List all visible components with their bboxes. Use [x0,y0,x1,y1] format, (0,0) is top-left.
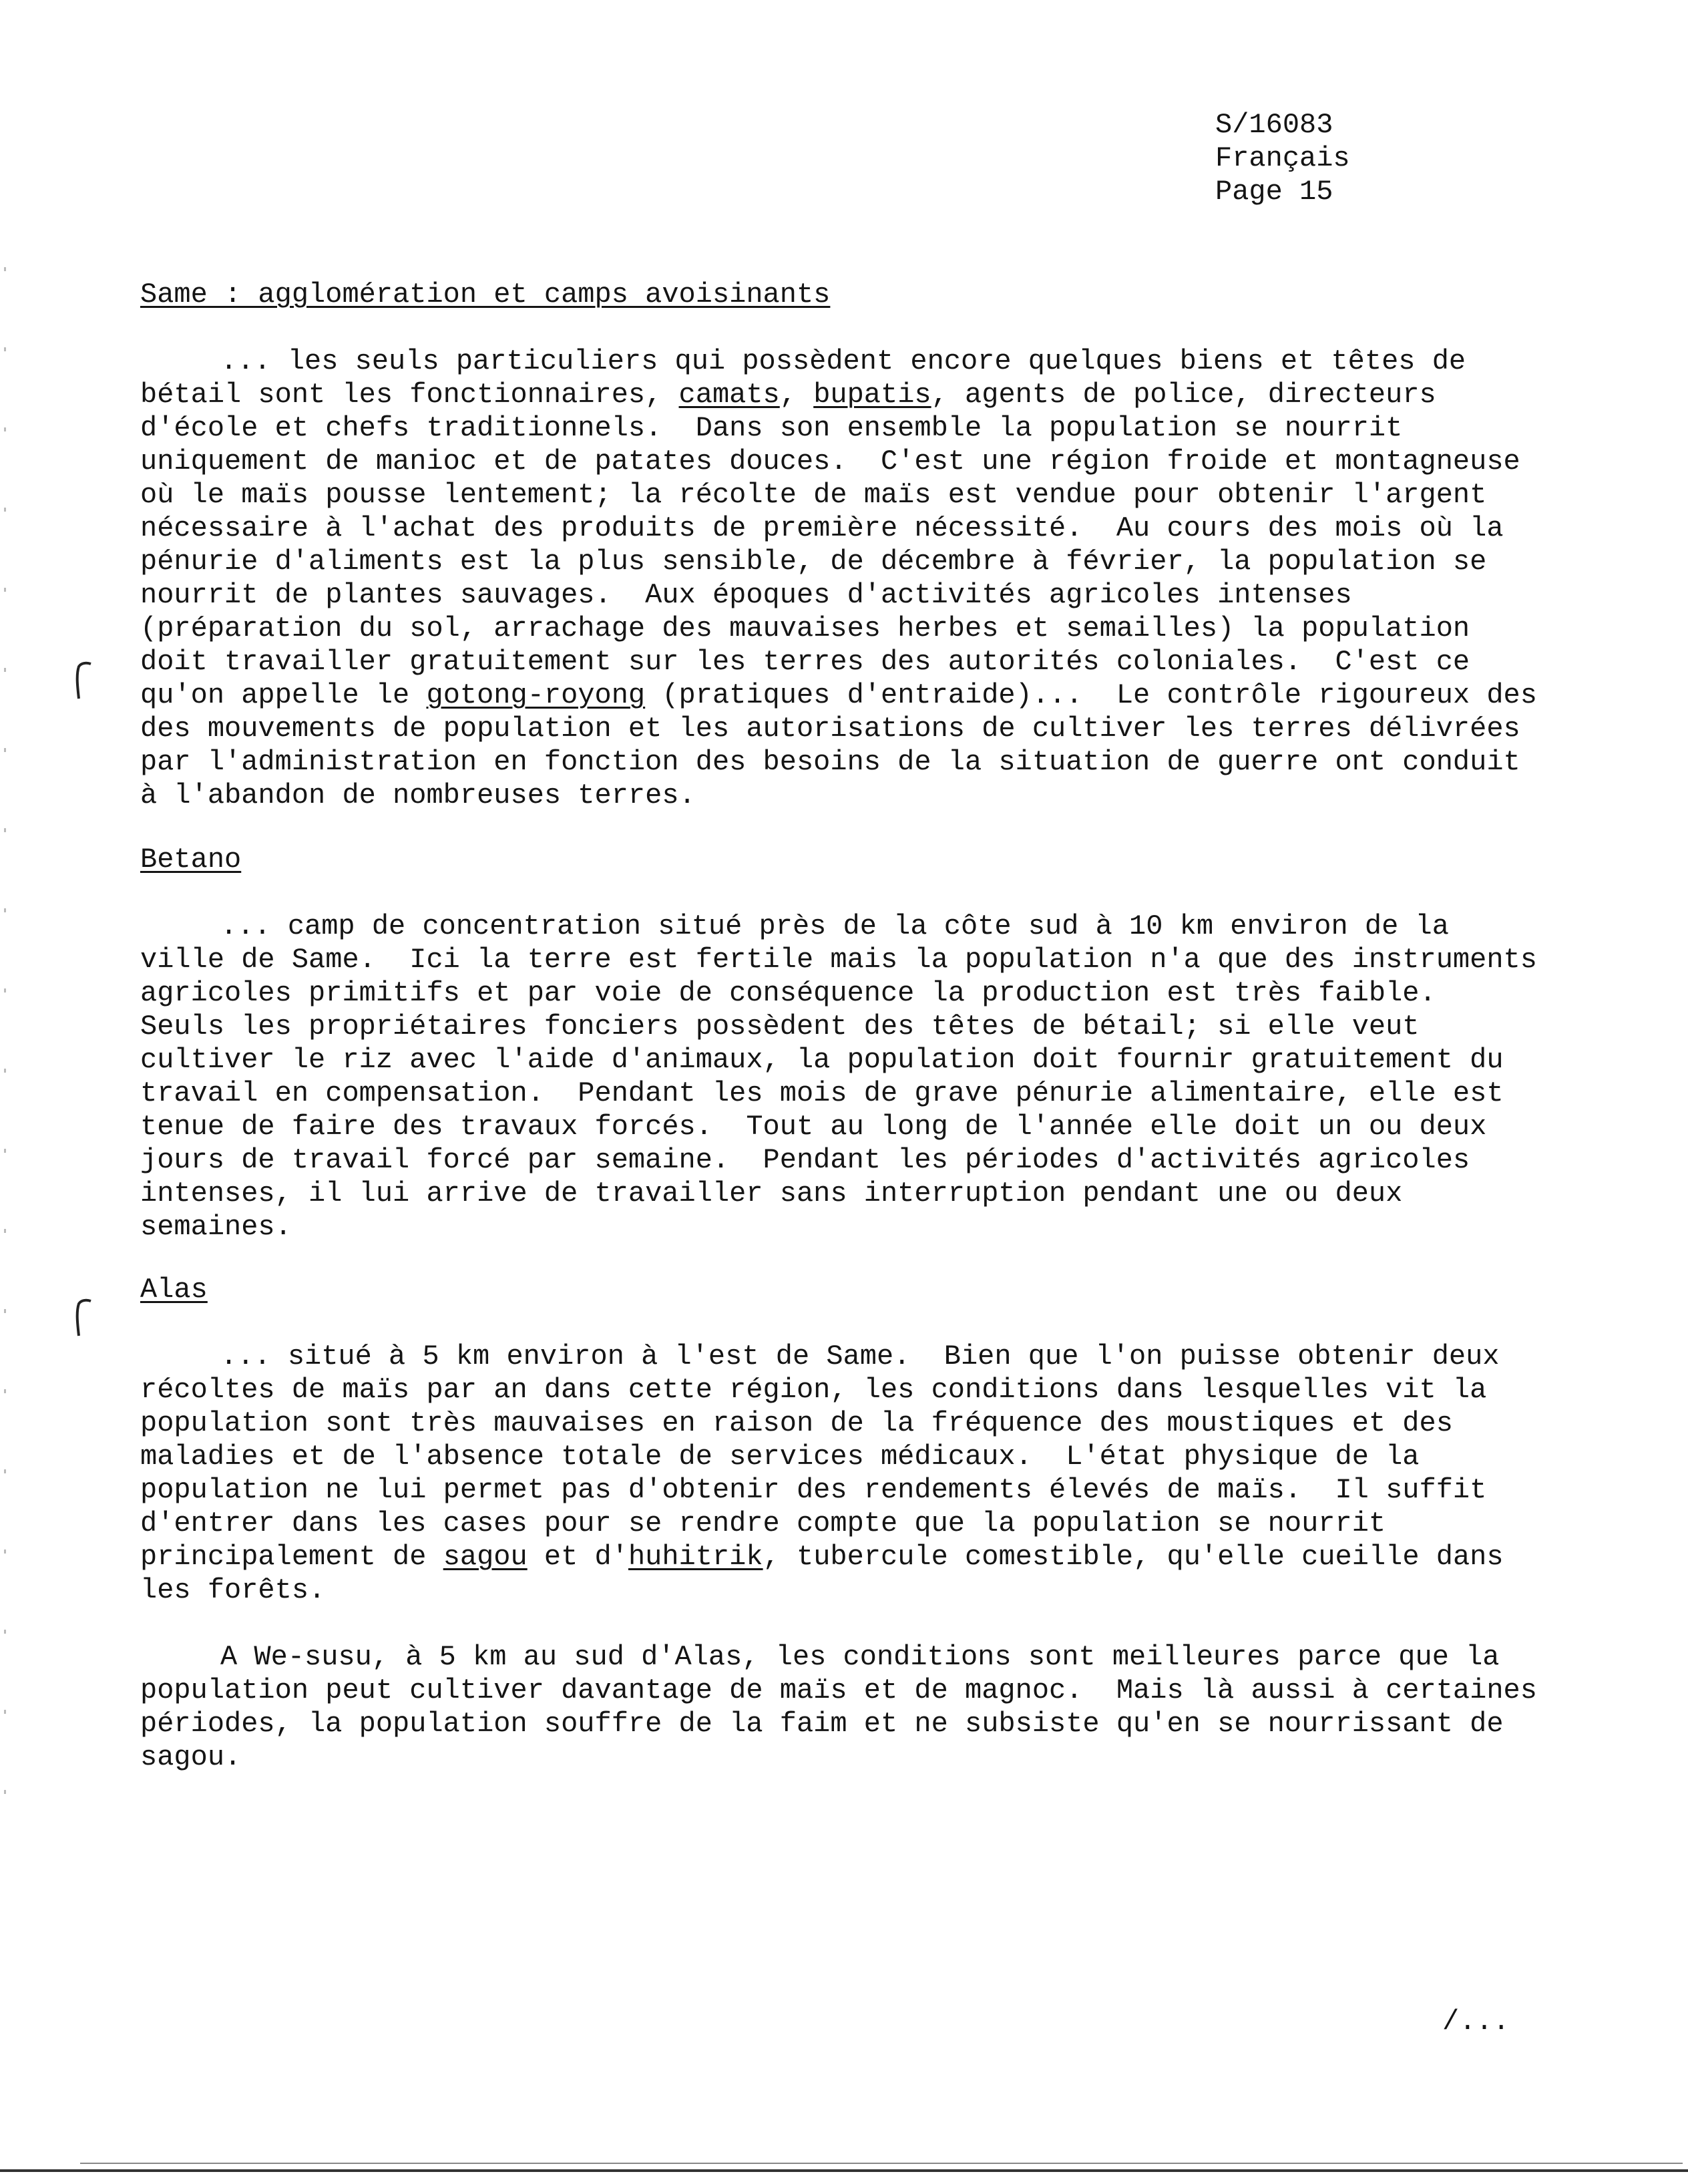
section-heading-alas: Alas [140,1274,208,1306]
text-line: où le maïs pousse lentement; la récolte de maïs est vendue pour obtenir l'argent [140,479,1487,511]
margin-revision-mark [65,660,92,706]
text-line: population ne lui permet pas d'obtenir des rendements élevés de maïs. Il suffit [140,1474,1487,1506]
section-heading-betano: Betano [140,844,242,876]
text-line: population peut cultiver davantage de maïs et de magnoc. Mais là aussi à certaines [140,1674,1537,1706]
document-reference [1215,108,1350,208]
text-line: jours de travail forcé par semaine. Pendant les périodes d'activités agricoles [140,1144,1470,1176]
text-line: pénurie d'aliments est la plus sensible, de décembre à février, la population se [140,546,1487,578]
text-line: agricoles primitifs et par voie de conséquence la production est très faible. [140,977,1436,1009]
bottom-rule [0,2169,1688,2172]
text-line: périodes, la population souffre de la faim et ne subsiste qu'en se nourrissant de [140,1708,1504,1740]
text-line: Seuls les propriétaires fonciers possèdent des têtes de bétail; si elle veut [140,1011,1420,1043]
term-bupatis: bupatis [813,379,931,411]
section-heading-same: Same : agglomération et camps avoisinants [140,279,831,311]
text-line: nourrit de plantes sauvages. Aux époques d'activités agricoles intenses [140,579,1352,611]
text-line: sagou. [140,1741,242,1773]
text-line: qu'on appelle le gotong-royong (pratiques d'entraide)... Le contrôle rigoureux des [140,679,1537,711]
revision-mark-icon [65,660,92,700]
text-line: semaines. [140,1211,292,1243]
text-line: à l'abandon de nombreuses terres. [140,779,696,811]
text-line: les forêts. [140,1574,326,1606]
text-line: ... situé à 5 km environ à l'est de Same. Bien que l'on puisse obtenir deux [220,1340,1500,1373]
text-line: maladies et de l'absence totale de services médicaux. L'état physique de la [140,1441,1420,1473]
text-line: A We-susu, à 5 km au sud d'Alas, les conditions sont meilleures parce que la [220,1641,1500,1673]
scan-edge-marks [4,267,6,1870]
text-line: d'entrer dans les cases pour se rendre compte que la population se nourrit [140,1507,1386,1539]
paragraph-alas [140,1340,1529,1607]
text-line: ville de Same. Ici la terre est fertile mais la population n'a que des instruments [140,944,1537,976]
term-camats: camats [678,379,780,411]
text-line: nécessaire à l'achat des produits de première nécessité. Au cours des mois où la [140,512,1504,544]
text-line: intenses, il lui arrive de travailler sans interruption pendant une ou deux [140,1177,1403,1210]
page-number: Page 15 [1215,176,1333,208]
text-line: d'école et chefs traditionnels. Dans son ensemble la population se nourrit [140,412,1403,444]
text-line: des mouvements de population et les autorisations de cultiver les terres délivrées [140,713,1520,745]
text-line: doit travailler gratuitement sur les terres des autorités coloniales. C'est ce [140,646,1470,678]
text-line: ... camp de concentration situé près de la côte sud à 10 km environ de la [220,910,1449,942]
revision-mark-icon [65,1297,92,1337]
text-line: population sont très mauvaises en raison de la fréquence des moustiques et des [140,1407,1453,1439]
term-huhitrik: huhitrik [628,1541,763,1573]
text-line: (préparation du sol, arrachage des mauvaises herbes et semailles) la population [140,612,1470,645]
doc-language: Français [1215,142,1350,174]
text-line: par l'administration en fonction des besoins de la situation de guerre ont conduit [140,746,1520,778]
text-line: tenue de faire des travaux forcés. Tout au long de l'année elle doit un ou deux [140,1111,1487,1143]
text-line: récoltes de maïs par an dans cette région, les conditions dans lesquelles vit la [140,1374,1487,1406]
continuation-marker: /... [1442,2006,1510,2038]
term-gotong-royong: gotong-royong [426,679,646,711]
text-line: ... les seuls particuliers qui possèdent encore quelques biens et têtes de [220,345,1466,377]
term-sagou: sagou [443,1541,528,1573]
text-line: bétail sont les fonctionnaires, camats, bupatis, agents de police, directeurs [140,379,1436,411]
paragraph-we-susu [140,1640,1537,1774]
text-line: cultiver le riz avec l'aide d'animaux, la population doit fournir gratuitement du [140,1044,1504,1076]
margin-revision-mark [65,1297,92,1343]
doc-symbol: S/16083 [1215,109,1333,141]
text-line: uniquement de manioc et de patates douces. C'est une région froide et montagneuse [140,445,1520,478]
text-line: travail en compensation. Pendant les mois de grave pénurie alimentaire, elle est [140,1077,1504,1109]
text-line: principalement de sagou et d'huhitrik, tubercule comestible, qu'elle cueille dans [140,1541,1504,1573]
paragraph-betano [140,910,1537,1244]
paragraph-same [140,345,1537,812]
bottom-rule-thin [80,2163,1683,2164]
